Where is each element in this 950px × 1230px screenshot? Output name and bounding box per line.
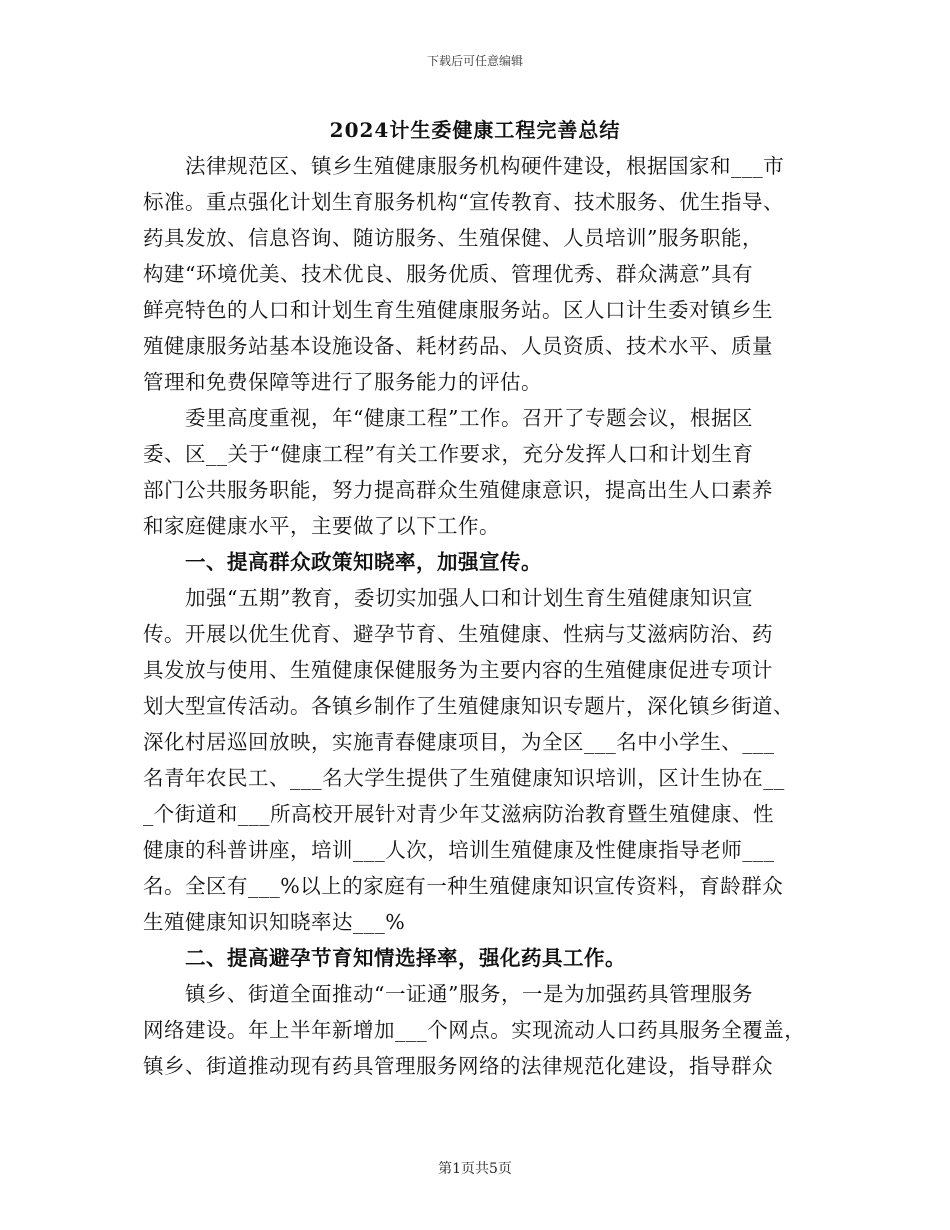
section-heading-1: 一、提高群众政策知晓率，加强宣传。 bbox=[185, 550, 542, 574]
paragraph-line: 法律规范区、镇乡生殖健康服务机构硬件建设，根据国家和___市 bbox=[185, 154, 785, 178]
paragraph-line: 镇乡、街道全面推动“一证通”服务，一是为加强药具管理服务 bbox=[185, 982, 753, 1006]
paragraph-line: 划大型宣传活动。各镇乡制作了生殖健康知识专题片，深化镇乡街道、 bbox=[143, 694, 794, 718]
paragraph-line: 殖健康服务站基本设施设备、耗材药品、人员资质、技术水平、质量 bbox=[143, 334, 773, 358]
paragraph-line: 传。开展以优生优育、避孕节育、生殖健康、性病与艾滋病防治、药 bbox=[143, 622, 773, 646]
section-heading-2: 二、提高避孕节育知情选择率，强化药具工作。 bbox=[185, 946, 626, 970]
paragraph-line: 网络建设。年上半年新增加___个网点。实现流动人口药具服务全覆盖， bbox=[143, 1018, 806, 1042]
paragraph-line: 药具发放、信息咨询、随访服务、生殖保健、人员培训”服务职能， bbox=[143, 226, 763, 250]
paragraph-line: 深化村居巡回放映，实施青春健康项目，为全区___名中小学生、___ bbox=[143, 730, 775, 754]
paragraph-line: 委里高度重视，年“健康工程”工作。召开了专题会议，根据区 bbox=[185, 406, 753, 430]
paragraph-line: 镇乡、街道推动现有药具管理服务网络的法律规范化建设，指导群众 bbox=[143, 1054, 773, 1078]
document-title: 2024计生委健康工程完善总结 bbox=[329, 118, 621, 142]
paragraph-line: 鲜亮特色的人口和计划生育生殖健康服务站。区人口计生委对镇乡生 bbox=[143, 298, 773, 322]
paragraph-line: 名青年农民工、___名大学生提供了生殖健康知识培训，区计生协在__ bbox=[143, 766, 785, 790]
document-body bbox=[143, 148, 808, 1084]
paragraph-line: 委、区__关于“健康工程”有关工作要求，充分发挥人口和计划生育 bbox=[143, 442, 754, 466]
paragraph-line: 健康的科普讲座，培训___人次，培训生殖健康及性健康指导老师___ bbox=[143, 838, 775, 862]
paragraph-line: 具发放与使用、生殖健康保健服务为主要内容的生殖健康促进专项计 bbox=[143, 658, 773, 682]
paragraph-line: 和家庭健康水平，主要做了以下工作。 bbox=[143, 514, 500, 538]
paragraph-line: _个街道和___所高校开展针对青少年艾滋病防治教育暨生殖健康、性 bbox=[143, 802, 774, 826]
paragraph-line: 管理和免费保障等进行了服务能力的评估。 bbox=[143, 370, 542, 394]
paragraph-line: 部门公共服务职能，努力提高群众生殖健康意识，提高出生人口素养 bbox=[143, 478, 773, 502]
page-header-note: 下载后可任意编辑 bbox=[426, 54, 523, 68]
paragraph-line: 标准。重点强化计划生育服务机构“宣传教育、技术服务、优生指导、 bbox=[143, 190, 784, 214]
paragraph-line: 构建“环境优美、技术优良、服务优质、管理优秀、群众满意”具有 bbox=[143, 262, 753, 286]
paragraph-line: 名。全区有___%以上的家庭有一种生殖健康知识宣传资料，育龄群众 bbox=[143, 874, 784, 898]
paragraph-line: 加强“五期”教育，委切实加强人口和计划生育生殖健康知识宣 bbox=[185, 586, 753, 610]
paragraph-line: 生殖健康知识知晓率达___% bbox=[143, 910, 406, 934]
page-number: 第1页共5页 bbox=[438, 1161, 512, 1177]
